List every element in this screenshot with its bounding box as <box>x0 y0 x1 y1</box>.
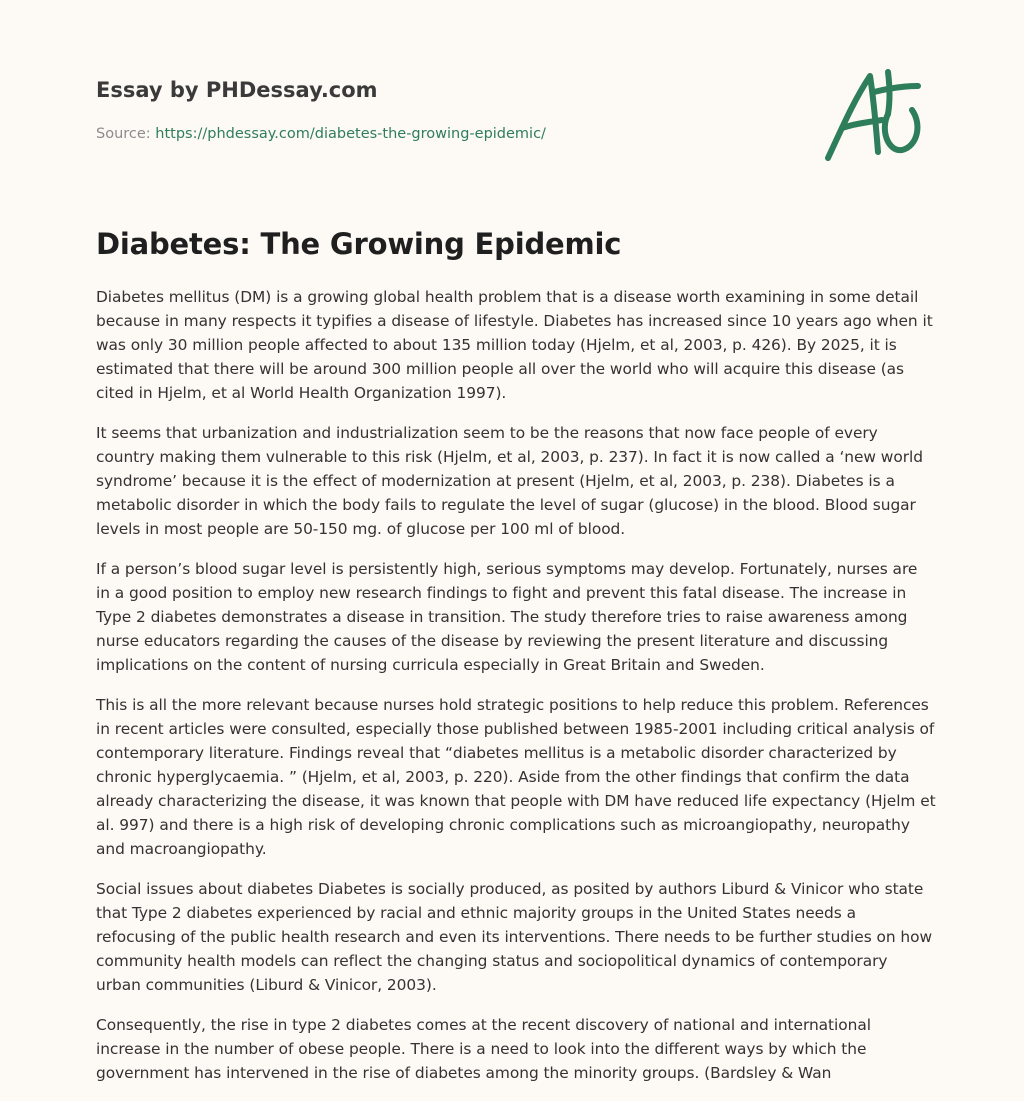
source-link[interactable]: https://phdessay.com/diabetes-the-growing-epidemic/ <box>155 126 546 142</box>
essay-paragraph: Social issues about diabetes Diabetes is socially produced, as posited by authors Liburd & Vinicor who state that Type 2 diabetes experienced by racial and ethnic majority groups in the United States needs a refocusing of the public health research and even its interventions. There needs to be further studies on how community health models can reflect the changing status and sociopolitical dynamics of contemporary urban communities (Liburd & Vinicor, 2003). <box>96 880 933 994</box>
source-line <box>96 124 796 144</box>
essay-paragraph: This is all the more relevant because nurses hold strategic positions to help reduce this problem. References in recent articles were consulted, especially those published between 1985-2001 including critical analysis of contemporary literature. Findings reveal that “diabetes mellitus is a metabolic disorder characterized by chronic hyperglycaemia. ” (Hjelm, et al, 2003, p. 220). Aside from the other findings that confirm the data already characterizing the disease, it was known that people with DM have reduced life expectancy (Hjelm et al. 997) and there is a high risk of developing chronic complications such as microangiopathy, neuropathy and macroangiopathy. <box>96 696 936 858</box>
essay-paragraph: It seems that urbanization and industrialization seem to be the reasons that now face people of every country making them vulnerable to this risk (Hjelm, et al, 2003, p. 237). In fact it is now called a ‘new world syndrome’ because it is the effect of modernization at present (Hjelm, et al, 2003, p. 238). Diabetes is a metabolic disorder in which the body fails to regulate the level of sugar (glucose) in the blood. Blood sugar levels in most people are 50-150 mg. of glucose per 100 ml of blood. <box>96 424 923 538</box>
essay-title: Diabetes: The Growing Epidemic <box>96 227 622 261</box>
essay-paragraph: Diabetes mellitus (DM) is a growing global health problem that is a disease worth examining in some detail because in many respects it typifies a disease of lifestyle. Diabetes has increased since 10 years ago when it was only 30 million people affected to about 135 million today (Hjelm, et al, 2003, p. 426). By 2025, it is estimated that there will be around 300 million people all over the world who will acquire this disease (as cited in Hjelm, et al World Health Organization 1997). <box>96 288 933 402</box>
essay-paragraph: Consequently, the rise in type 2 diabetes comes at the recent discovery of national and international increase in the number of obese people. There is a need to look into the different ways by which the government has intervened in the rise of diabetes among the minority groups. (Bardsley & Wan <box>96 1016 871 1082</box>
essay-paragraph: If a person’s blood sugar level is persistently high, serious symptoms may develop. Fortunately, nurses are in a good position to employ new research findings to fight and prevent this fatal disease. The increase in Type 2 diabetes demonstrates a disease in transition. The study therefore tries to raise awareness among nurse educators regarding the causes of the disease by reviewing the present literature and discussing implications on the content of nursing curricula especially in Great Britain and Sweden. <box>96 560 918 674</box>
essay-body <box>96 285 936 1101</box>
source-label: Source: <box>96 126 151 142</box>
site-brand: Essay by PHDessay.com <box>96 78 378 102</box>
a-plus-logo-icon <box>818 62 930 170</box>
page-header <box>96 76 796 144</box>
